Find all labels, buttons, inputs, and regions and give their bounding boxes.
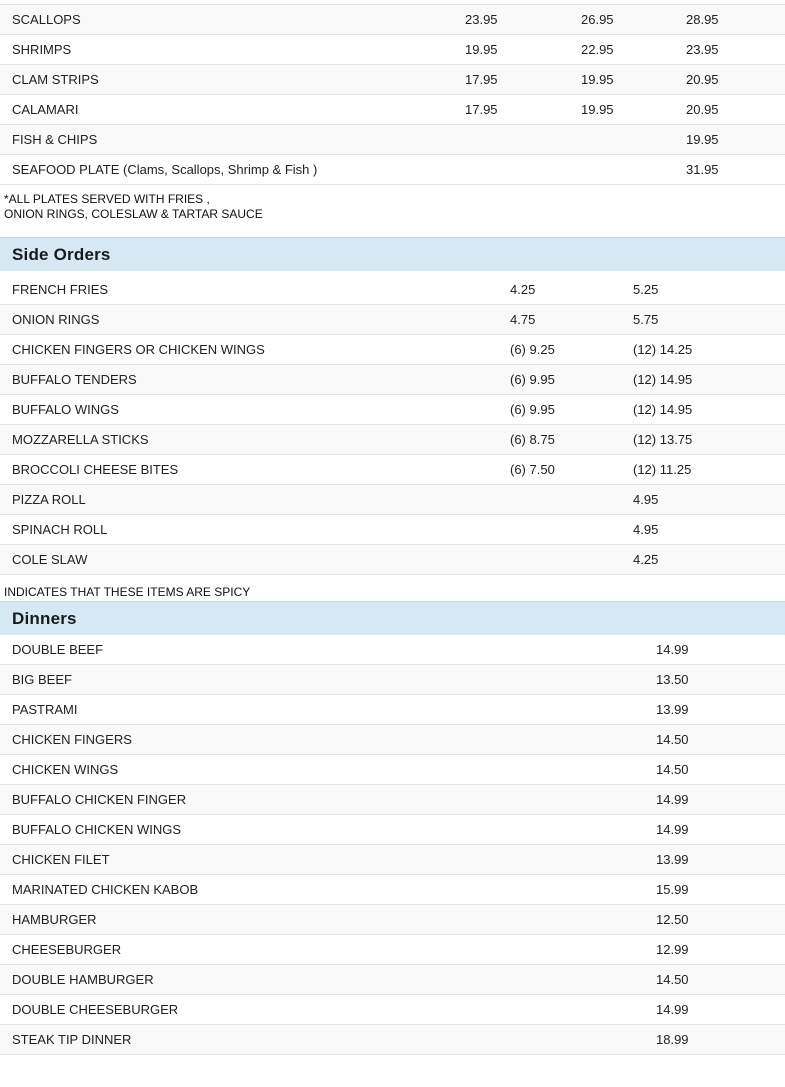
menu-item-row[interactable] [0,65,785,95]
menu-item-row[interactable] [0,905,785,935]
menu-item-price: (12) 13.75 [633,432,693,447]
menu-item-row[interactable] [0,455,785,485]
menu-item-name: CHICKEN FINGERS [12,732,132,747]
menu-item-price: 4.25 [510,282,536,297]
menu-item-price: 13.99 [656,852,689,867]
menu-item-row[interactable] [0,335,785,365]
menu-item-price: 14.50 [656,732,689,747]
menu-item-price: (12) 14.95 [633,402,693,417]
menu-item-price: 4.75 [510,312,536,327]
menu-item-name: SCALLOPS [12,12,81,27]
dinners-table [0,635,785,1055]
menu-item-row[interactable] [0,965,785,995]
menu-item-price: (6) 7.50 [510,462,555,477]
menu-item-price: 4.95 [633,492,659,507]
menu-item-row[interactable] [0,305,785,335]
menu-item-name: PASTRAMI [12,702,78,717]
menu-item-price: 31.95 [686,162,719,177]
menu-item-name: CHICKEN FILET [12,852,110,867]
menu-item-name: PIZZA ROLL [12,492,86,507]
menu-item-name: MOZZARELLA STICKS [12,432,149,447]
plates-section [0,4,785,222]
menu-item-name: CHEESEBURGER [12,942,122,957]
menu-item-name: FRENCH FRIES [12,282,109,297]
menu-item-row[interactable] [0,395,785,425]
side-orders-section [0,237,785,599]
menu-item-price: 14.50 [656,972,689,987]
menu-item-price: 19.95 [465,42,498,57]
menu-item-row[interactable] [0,485,785,515]
menu-item-price: 19.95 [581,102,614,117]
menu-item-name: DOUBLE CHEESEBURGER [12,1002,179,1017]
menu-item-row[interactable] [0,545,785,575]
menu-item-row[interactable] [0,155,785,185]
menu-item-name: BUFFALO CHICKEN FINGER [12,792,187,807]
menu-item-name: BUFFALO CHICKEN WINGS [12,822,182,837]
menu-item-name: SPINACH ROLL [12,522,108,537]
menu-item-row[interactable] [0,1025,785,1055]
plates-table [0,4,785,185]
menu-item-name: FISH & CHIPS [12,132,98,147]
menu-item-row[interactable] [0,365,785,395]
menu-item-price: (12) 14.25 [633,342,693,357]
menu-item-row[interactable] [0,935,785,965]
side-orders-table [0,275,785,575]
menu-item-name: BROCCOLI CHEESE BITES [12,462,179,477]
menu-item-price: (6) 8.75 [510,432,555,447]
plates-note [4,192,785,222]
menu-item-price: 13.99 [656,702,689,717]
menu-item-name: COLE SLAW [12,552,88,567]
menu-item-name: CHICKEN WINGS [12,762,119,777]
menu-item-price: 23.95 [465,12,498,27]
menu-item-name: BIG BEEF [12,672,72,687]
dinners-section [0,601,785,1055]
menu-item-price: 15.99 [656,882,689,897]
menu-item-row[interactable] [0,425,785,455]
menu-item-price: (12) 14.95 [633,372,693,387]
menu-item-name: CLAM STRIPS [12,72,99,87]
menu-item-row[interactable] [0,815,785,845]
menu-item-name: SEAFOOD PLATE (Clams, Scallops, Shrimp & Fish ) [12,162,318,177]
menu-item-name: MARINATED CHICKEN KABOB [12,882,199,897]
menu-item-row[interactable] [0,725,785,755]
menu-item-price: 13.50 [656,672,689,687]
menu-item-price: 22.95 [581,42,614,57]
menu-item-price: 4.25 [633,552,659,567]
menu-item-price: (6) 9.95 [510,402,555,417]
menu-item-row[interactable] [0,995,785,1025]
plates-note-line-1: *ALL PLATES SERVED WITH FRIES , [4,192,210,206]
menu-item-price: 14.99 [656,822,689,837]
menu-item-price: 5.25 [633,282,659,297]
menu-item-price: 19.95 [581,72,614,87]
menu-item-price: (6) 9.95 [510,372,555,387]
menu-item-name: DOUBLE HAMBURGER [12,972,154,987]
menu-item-row[interactable] [0,695,785,725]
menu-item-row[interactable] [0,95,785,125]
menu-item-name: CHICKEN FINGERS OR CHICKEN WINGS [12,342,265,357]
menu-item-name: BUFFALO WINGS [12,402,119,417]
menu-item-price: 14.99 [656,1002,689,1017]
menu-item-row[interactable] [0,875,785,905]
menu-item-row[interactable] [0,785,785,815]
menu-item-row[interactable] [0,275,785,305]
menu-item-price: 17.95 [465,72,498,87]
menu-item-price: 23.95 [686,42,719,57]
menu-item-price: 20.95 [686,72,719,87]
dinners-header [0,601,785,635]
menu-item-name: BUFFALO TENDERS [12,372,137,387]
menu-item-price: (6) 9.25 [510,342,555,357]
menu-item-price: 26.95 [581,12,614,27]
menu-item-price: 14.99 [656,642,689,657]
section-title-dinners: Dinners [12,608,77,628]
menu-item-price: 12.99 [656,942,689,957]
menu-item-price: 5.75 [633,312,659,327]
menu-item-row[interactable] [0,515,785,545]
menu-item-price: (12) 11.25 [633,462,692,477]
side-orders-header [0,237,785,271]
menu-item-price: 12.50 [656,912,689,927]
menu-item-price: 14.99 [656,792,689,807]
menu-item-name: STEAK TIP DINNER [12,1032,132,1047]
menu-item-name: DOUBLE BEEF [12,642,104,657]
menu-item-price: 18.99 [656,1032,689,1047]
menu-item-price: 19.95 [686,132,719,147]
restaurant-menu-page [0,4,785,1055]
menu-item-row[interactable] [0,665,785,695]
menu-item-price: 14.50 [656,762,689,777]
menu-item-row[interactable] [0,125,785,155]
menu-item-price: 28.95 [686,12,719,27]
menu-item-name: ONION RINGS [12,312,100,327]
plates-note-line-2: ONION RINGS, COLESLAW & TARTAR SAUCE [4,207,263,221]
menu-item-price: 4.95 [633,522,659,537]
menu-item-name: CALAMARI [12,102,79,117]
menu-item-row[interactable] [0,635,785,665]
menu-item-price: 20.95 [686,102,719,117]
spicy-note: INDICATES THAT THESE ITEMS ARE SPICY [4,585,251,599]
menu-item-row[interactable] [0,5,785,35]
menu-item-name: HAMBURGER [12,912,97,927]
menu-item-row[interactable] [0,845,785,875]
menu-item-price: 17.95 [465,102,498,117]
section-title-side-orders: Side Orders [12,244,111,264]
menu-item-name: SHRIMPS [12,42,72,57]
menu-item-row[interactable] [0,755,785,785]
menu-item-row[interactable] [0,35,785,65]
